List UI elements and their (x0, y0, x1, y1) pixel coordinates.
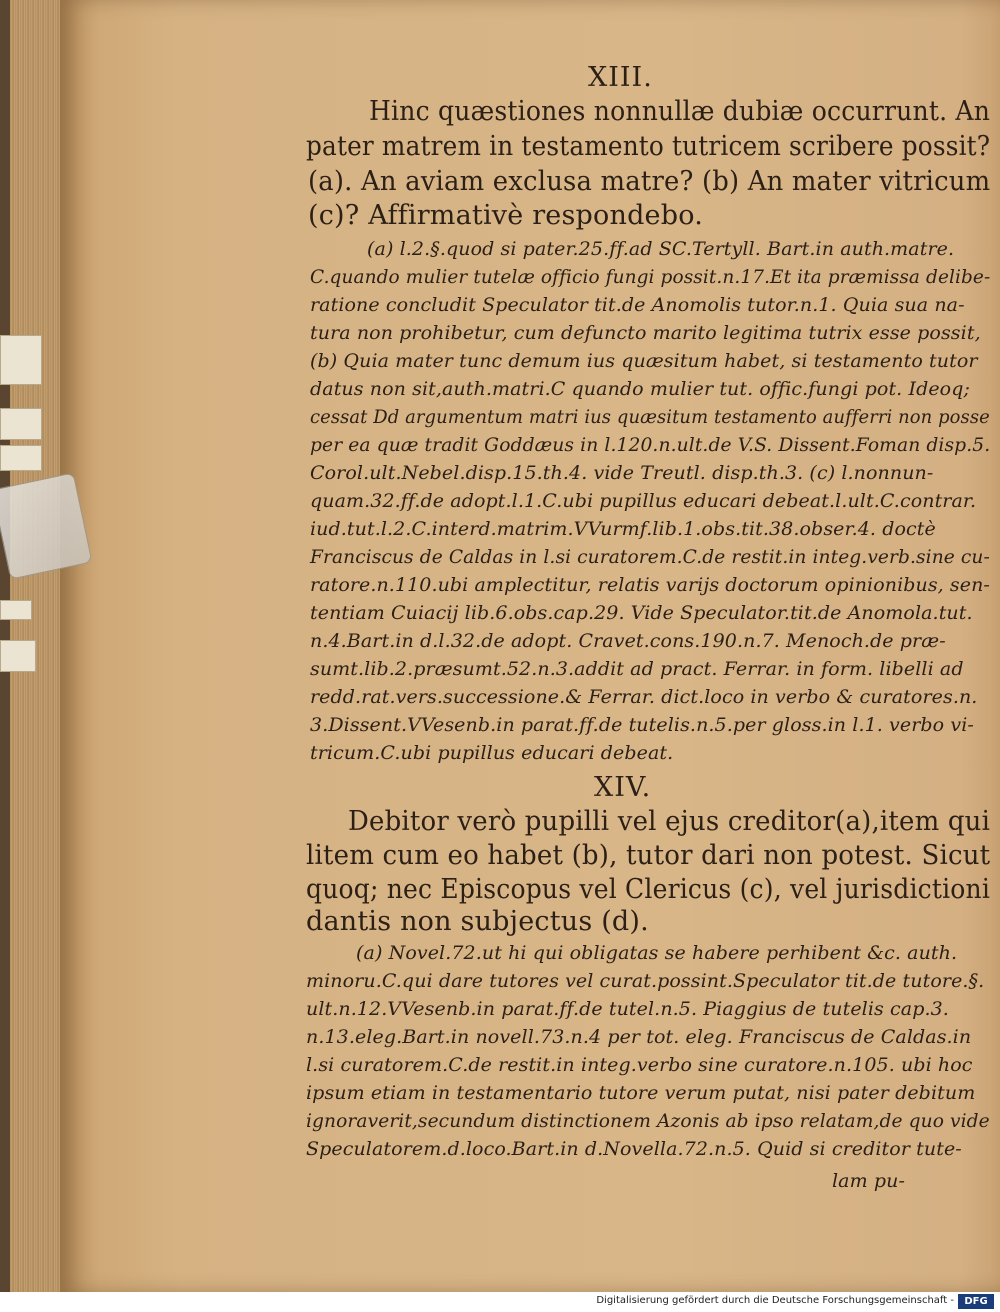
footnote-line: n.13.eleg.Bart.in novell.73.n.4 per tot. eleg. Franciscus de Caldas.in (306, 1026, 972, 1048)
footnote-line: redd.rat.vers.successione.& Ferrar. dict.loco in verbo & curatores.n. (310, 686, 978, 708)
footnote-line: tentiam Cuiacij lib.6.obs.cap.29. Vide Speculator.tit.de Anomola.tut. (310, 602, 973, 624)
footnote-line: (b) Quia mater tunc demum ius quæsitum habet, si testamento tutor (310, 350, 978, 372)
footnote-line: ignoraverit,secundum distinctionem Azonis ab ipso relatam,de quo vide (306, 1110, 990, 1132)
footnote-line: Speculatorem.d.loco.Bart.in d.Novella.72.n.5. Quid si creditor tute- (306, 1138, 962, 1160)
main-text-line: pater matrem in testamento tutricem scribere possit? (306, 131, 991, 162)
bookmark-tab (0, 335, 42, 385)
footnote-line: (a) l.2.§.quod si pater.25.ff.ad SC.Tertyll. Bart.in auth.matre. (367, 238, 955, 260)
digitization-footer (0, 1292, 1000, 1312)
footnote-line: ult.n.12.VVesenb.in parat.ff.de tutel.n.5. Piaggius de tutelis cap.3. (306, 998, 949, 1020)
main-text-line: (c)? Affirmativè respondebo. (308, 200, 703, 231)
footnote-line: quam.32.ff.de adopt.l.1.C.ubi pupillus educari debeat.l.ult.C.contrar. (310, 490, 977, 512)
footnote-line: minoru.C.qui dare tutores vel curat.possint.Speculator tit.de tutore.§. (306, 970, 985, 992)
footnote-line: 3.Dissent.VVesenb.in parat.ff.de tutelis.n.5.per gloss.in l.1. verbo vi- (310, 714, 974, 736)
main-text-line: Hinc quæstiones nonnullæ dubiæ occurrunt. An (369, 96, 991, 127)
footnote-line: cessat Dd argumentum matri ius quæsitum testamento aufferri non posse (310, 406, 990, 428)
footnote-line: Franciscus de Caldas in l.si curatorem.C.de restit.in integ.verb.sine cu- (310, 546, 990, 568)
main-text-line: Debitor verò pupilli vel ejus creditor(a),item qui (348, 806, 991, 837)
footnote-line: datus non sit,auth.matri.C quando mulier tut. offic.fungi pot. Ideoq; (310, 378, 970, 400)
main-text-line: quoq; nec Episcopus vel Clericus (c), vel jurisdictioni (306, 874, 991, 905)
main-text-line: litem cum eo habet (b), tutor dari non potest. Sicut (306, 840, 991, 871)
section-heading-xiv: XIV. (594, 772, 652, 803)
footnote-line: l.si curatorem.C.de restit.in integ.verbo sine curatore.n.105. ubi hoc (306, 1054, 973, 1076)
main-text-line: (a). An aviam exclusa matre? (b) An mater vitricum (308, 166, 991, 197)
footnote-line: iud.tut.l.2.C.interd.matrim.VVurmf.lib.1.obs.tit.38.obser.4. doctè (310, 518, 936, 540)
footnote-line: ratore.n.110.ubi amplectitur, relatis varijs doctorum opinionibus, sen- (310, 574, 990, 596)
footnote-line: C.quando mulier tutelæ officio fungi possit.n.17.Et ita præmissa delibe- (310, 266, 991, 288)
bookmark-tab (0, 640, 36, 672)
footnote-line: sumt.lib.2.præsumt.52.n.3.addit ad pract. Ferrar. in form. libelli ad (310, 658, 964, 680)
footnote-line: ratione concludit Speculator tit.de Anomolis tutor.n.1. Quia sua na- (310, 294, 965, 316)
footnote-line: (a) Novel.72.ut hi qui obligatas se habere perhibent &c. auth. (356, 942, 958, 964)
footnote-line: tura non prohibetur, cum defuncto marito legitima tutrix esse possit, (310, 322, 981, 344)
footnote-line: per ea quæ tradit Goddæus in l.120.n.ult.de V.S. Dissent.Foman disp.5. (310, 434, 991, 456)
footnote-line: Corol.ult.Nebel.disp.15.th.4. vide Treutl. disp.th.3. (c) l.nonnun- (310, 462, 934, 484)
bookmark-tab (0, 408, 42, 440)
main-text-line: dantis non subjectus (d). (306, 906, 649, 937)
footnote-line: ipsum etiam in testamentario tutore verum putat, nisi pater debitum (306, 1082, 976, 1104)
dfg-logo-icon: DFG (958, 1294, 994, 1309)
section-heading-xiii: XIII. (588, 62, 653, 93)
footer-credit: Digitalisierung gefördert durch die Deutsche Forschungsgemeinschaft - (596, 1295, 954, 1306)
footnote-line: tricum.C.ubi pupillus educari debeat. (310, 742, 674, 764)
bookmark-tab (0, 600, 32, 620)
bookmark-tab (0, 445, 42, 471)
footnote-line: n.4.Bart.in d.l.32.de adopt. Cravet.cons.190.n.7. Menoch.de præ- (310, 630, 946, 652)
catchword: lam pu- (832, 1170, 905, 1192)
